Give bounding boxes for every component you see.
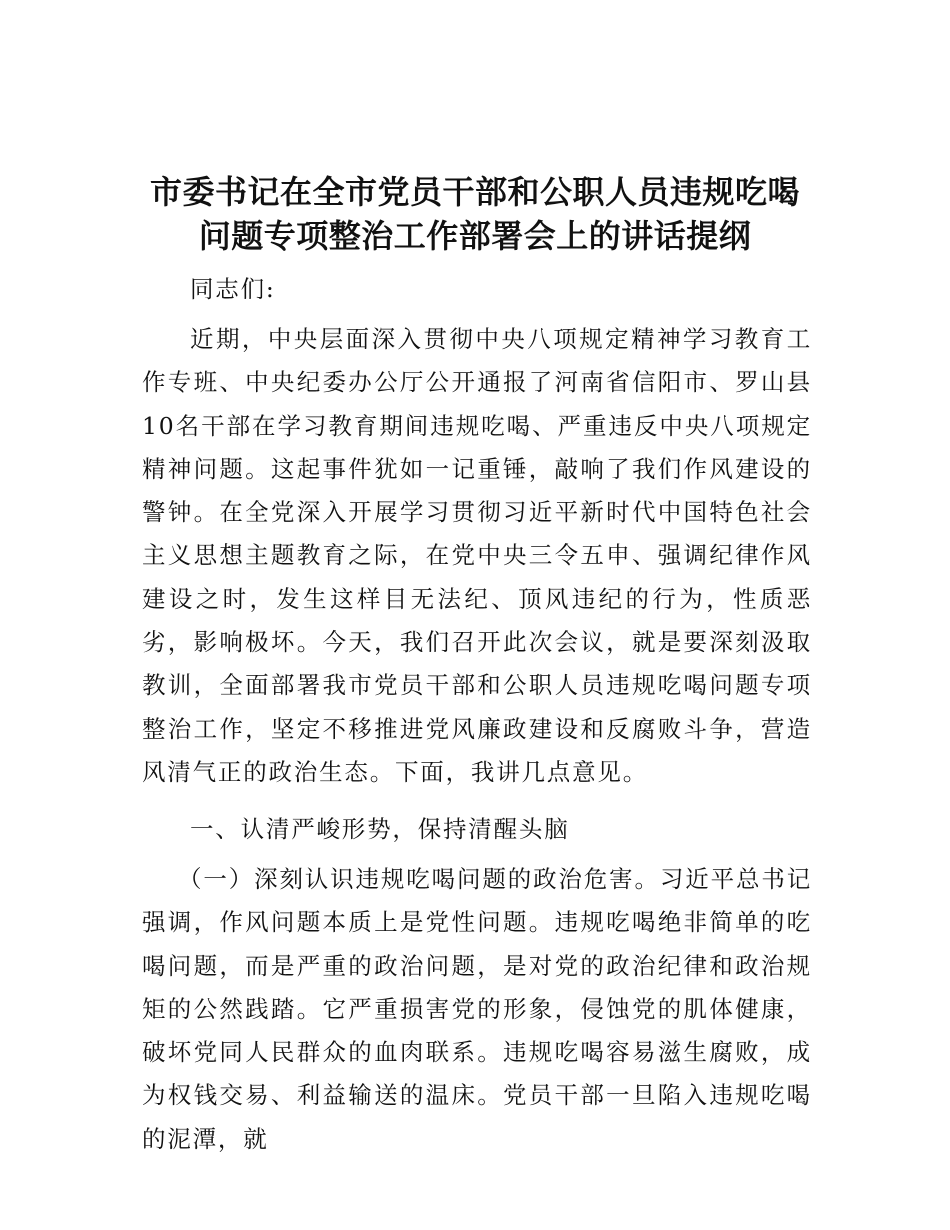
section-heading: 一、认清严峻形势，保持清醒头脑	[190, 815, 570, 843]
intro-paragraph: 近期，中央层面深入贯彻中央八项规定精神学习教育工作专班、中央纪委办公厅公开通报了河南省信阳市、罗山县10名干部在学习教育期间违规吃喝、严重违反中央八项规定精神问题。这起事件犹如一记重锤，敲响了我们作风建设的警钟。在全党深入开展学习贯彻习近平新时代中国特色社会主义思想主题教育之际，在党中央三令五申、强调纪律作风建设之时，发生这样目无法纪、顶风违纪的行为，性质恶劣，影响极坏。今天，我们召开此次会议，就是要深刻汲取教训，全面部署我市党员干部和公职人员违规吃喝问题专项整治工作，坚定不移推进党风廉政建设和反腐败斗争，营造风清气正的政治生态。下面，我讲几点意见。	[142, 325, 812, 786]
salutation: 同志们:	[190, 275, 276, 303]
document-title-line-1: 市委书记在全市党员干部和公职人员违规吃喝	[149, 173, 800, 211]
document-title-line-2: 问题专项整治工作部署会上的讲话提纲	[198, 217, 752, 255]
subsection-paragraph: （一）深刻认识违规吃喝问题的政治危害。习近平总书记强调，作风问题本质上是党性问题。违规吃喝绝非简单的吃喝问题，而是严重的政治问题，是对党的政治纪律和政治规矩的公然践踏。它严重损害党的形象，侵蚀党的肌体健康，破坏党同人民群众的血肉联系。违规吃喝容易滋生腐败，成为权钱交易、利益输送的温床。党员干部一旦陷入违规吃喝的泥潭，就	[142, 865, 812, 1153]
